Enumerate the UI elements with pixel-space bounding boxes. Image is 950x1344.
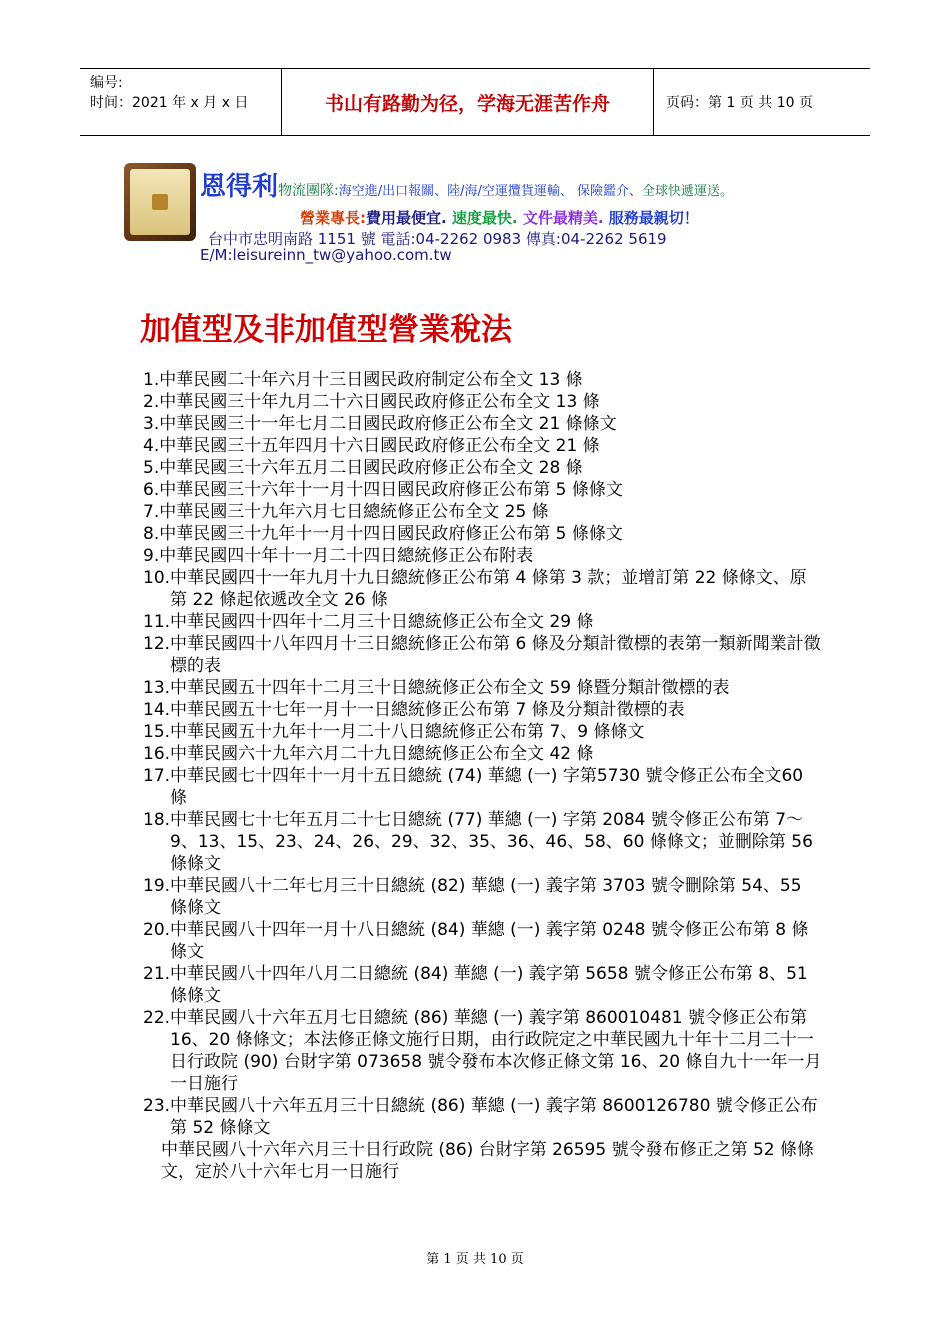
- list-item-text: 中華民國三十年九月二十六日國民政府修正公布全文 13 條: [159, 392, 600, 412]
- list-item: [143, 765, 823, 809]
- list-item-number: 21.: [143, 964, 171, 984]
- page-header: [80, 68, 870, 136]
- company-name: 恩得利: [200, 172, 279, 202]
- list-item-number: 9.: [143, 546, 160, 566]
- list-item: [143, 457, 823, 479]
- page-footer: 第 1 页 共 10 页: [426, 1252, 524, 1267]
- list-item-text: 中華民國四十年十一月二十四日總統修正公布附表: [159, 546, 534, 566]
- company-plaque-image: [124, 163, 196, 241]
- list-item: [143, 435, 823, 457]
- company-banner: [200, 166, 733, 203]
- list-item-text: 中華民國四十一年九月十九日總統修正公布第 4 條第 3 款；並增訂第 22 條條文、原第 22 條起依遞改全文 26 條: [170, 568, 807, 610]
- list-item: [143, 875, 823, 919]
- header-motto: [282, 69, 654, 135]
- list-item-number: 22.: [143, 1008, 171, 1028]
- list-item: [143, 699, 823, 721]
- list-item-number: 7.: [143, 502, 160, 522]
- plaque-seal: [152, 194, 168, 210]
- list-item-number: 4.: [143, 436, 160, 456]
- list-item-number: 20.: [143, 920, 171, 940]
- list-item-text: 中華民國五十九年十一月二十八日總統修正公布第 7、9 條條文: [170, 722, 645, 742]
- number-label: 编号:: [90, 75, 123, 91]
- document-title: 加值型及非加值型營業稅法: [140, 312, 512, 348]
- list-item-text: 中華民國八十四年一月十八日總統 (84) 華總 (一) 義字第 0248 號令修正公布第 8 條條文: [170, 920, 809, 962]
- list-item-text: 中華民國三十一年七月二日國民政府修正公布全文 21 條條文: [159, 414, 617, 434]
- list-item: [143, 677, 823, 699]
- list-item: [143, 809, 823, 875]
- list-item-number: 6.: [143, 480, 160, 500]
- list-item-number: 18.: [143, 810, 171, 830]
- list-item-number: 3.: [143, 414, 160, 434]
- list-item-number: 10.: [143, 568, 171, 588]
- amendment-list: [143, 369, 823, 1183]
- list-item: [143, 743, 823, 765]
- list-item-text: 中華民國五十七年一月十一日總統修正公布第 7 條及分類計徵標的表: [170, 700, 685, 720]
- company-specialty: [300, 207, 699, 228]
- list-item-text: 中華民國二十年六月十三日國民政府制定公布全文 13 條: [159, 370, 583, 390]
- motto-text: 书山有路勤为径，学海无涯苦作舟: [324, 92, 610, 115]
- list-item-number: 1.: [143, 370, 160, 390]
- specialty-service: 服務最親切！: [603, 209, 699, 227]
- list-item-number: 13.: [143, 678, 171, 698]
- list-item-number: 19.: [143, 876, 171, 896]
- list-item-number: 15.: [143, 722, 171, 742]
- list-item-number: 12.: [143, 634, 171, 654]
- list-item-text: 中華民國四十八年四月十三日總統修正公布第 6 條及分類計徵標的表第一類新聞業計徵標的表: [170, 634, 821, 676]
- list-item: [143, 545, 823, 567]
- header-page-info: 页码：第 1 页 共 10 页: [666, 95, 813, 111]
- list-item: [143, 919, 823, 963]
- list-item-text: 中華民國八十四年八月二日總統 (84) 華總 (一) 義字第 5658 號令修正公布第 8、51 條條文: [170, 964, 808, 1006]
- list-item-text: 中華民國六十九年六月二十九日總統修正公布全文 42 條: [170, 744, 594, 764]
- company-address: 台中市忠明南路 1151 號 電話:04-2262 0983 傳真:04-2262 5619: [208, 230, 667, 248]
- date-label: 时间：2021 年 x 月 x 日: [90, 95, 249, 111]
- list-item-number: 11.: [143, 612, 171, 632]
- company-services-express: 全球快遞運送。: [642, 184, 734, 199]
- list-item-extra: 中華民國八十六年六月三十日行政院 (86) 台財字第 26595 號令發布修正之第 52 條條文，定於八十六年七月一日施行: [161, 1140, 815, 1182]
- header-meta: [80, 69, 282, 135]
- list-item-number: 17.: [143, 766, 171, 786]
- company-services: 海空進/出口報關、陸/海/空運攬貨運輸、 保險鑑介、: [338, 184, 643, 199]
- list-item: [143, 391, 823, 413]
- list-item-number: 16.: [143, 744, 171, 764]
- list-item-text: 中華民國五十四年十二月三十日總統修正公布全文 59 條暨分類計徵標的表: [170, 678, 730, 698]
- list-item: [143, 369, 823, 391]
- list-item-text: 中華民國七十四年十一月十五日總統 (74) 華總 (一) 字第5730 號令修正公布全文60 條: [170, 766, 804, 808]
- list-item: [143, 479, 823, 501]
- list-item-text: 中華民國三十九年六月七日總統修正公布全文 25 條: [159, 502, 549, 522]
- list-item-text: 中華民國八十二年七月三十日總統 (82) 華總 (一) 義字第 3703 號令刪除第 54、55 條條文: [170, 876, 802, 918]
- specialty-label: 營業專長:: [300, 209, 366, 227]
- list-item-number: 8.: [143, 524, 160, 544]
- list-item: [143, 963, 823, 1007]
- list-item-number: 23.: [143, 1096, 171, 1116]
- list-item-number: 5.: [143, 458, 160, 478]
- list-item: [143, 1007, 823, 1095]
- list-item: [143, 413, 823, 435]
- list-item: [143, 721, 823, 743]
- list-item: [143, 567, 823, 611]
- list-item-number: 2.: [143, 392, 160, 412]
- specialty-price: 費用最便宜.: [366, 209, 447, 227]
- company-email: E/M:leisureinn_tw@yahoo.com.tw: [200, 246, 452, 264]
- list-item: [143, 501, 823, 523]
- specialty-speed: 速度最快.: [446, 209, 518, 227]
- list-item-text: 中華民國三十五年四月十六日國民政府修正公布全文 21 條: [159, 436, 600, 456]
- list-item-text: 中華民國八十六年五月七日總統 (86) 華總 (一) 義字第 860010481 號令修正公布第 16、20 條條文；本法修正條文施行日期，由行政院定之中華民國九十年十二月二十一日行政院 (90) 台財字第 073658 號令發布本次修正條文第 16、20 條自九十一年一月一日施行: [170, 1008, 822, 1094]
- list-item: [143, 633, 823, 677]
- list-item-text: 中華民國八十六年五月三十日總統 (86) 華總 (一) 義字第 8600126780 號令修正公布第 52 條條文: [170, 1096, 818, 1138]
- list-item-text: 中華民國三十六年五月二日國民政府修正公布全文 28 條: [159, 458, 583, 478]
- list-item: [143, 523, 823, 545]
- list-item-text: 中華民國三十九年十一月十四日國民政府修正公布第 5 條條文: [159, 524, 623, 544]
- list-item-number: 14.: [143, 700, 171, 720]
- list-item: [143, 611, 823, 633]
- list-item-text: 中華民國七十七年五月二十七日總統 (77) 華總 (一) 字第 2084 號令修正公布第 7～9、13、15、23、24、26、29、32、35、36、46、58、60 條條文；並刪除第 56 條條文: [170, 810, 813, 874]
- list-item-text: 中華民國四十四年十二月三十日總統修正公布全文 29 條: [170, 612, 594, 632]
- list-item: [143, 1095, 823, 1139]
- list-item-text: 中華民國三十六年十一月十四日國民政府修正公布第 5 條條文: [159, 480, 623, 500]
- specialty-docs: 文件最精美.: [517, 209, 604, 227]
- company-team: 物流團隊:: [278, 183, 339, 199]
